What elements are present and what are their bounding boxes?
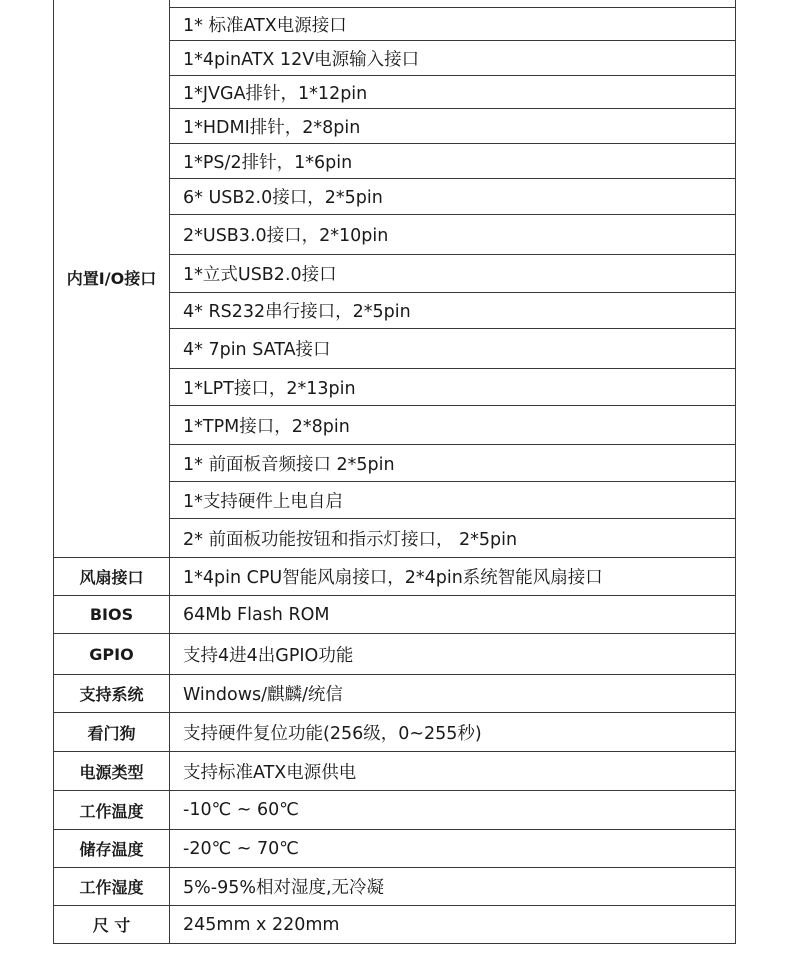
- row-label: 看门狗: [54, 713, 170, 752]
- row-label: BIOS: [54, 596, 170, 634]
- table-row: [54, 0, 736, 8]
- spec-table-body: [54, 0, 736, 944]
- row-value: -10℃ ~ 60℃: [170, 791, 736, 830]
- row-value: 245mm x 220mm: [170, 906, 736, 944]
- row-value: 1*支持硬件上电自启: [170, 482, 736, 519]
- row-value: Windows/麒麟/统信: [170, 675, 736, 713]
- row-value: 1* 标准ATX电源接口: [170, 8, 736, 41]
- row-value: 6* USB2.0接口，2*5pin: [170, 179, 736, 215]
- row-label: 工作温度: [54, 791, 170, 830]
- row-value: 5%-95%相对湿度,无冷凝: [170, 868, 736, 906]
- table-row: [54, 634, 736, 675]
- row-value: 支持标准ATX电源供电: [170, 752, 736, 791]
- row-value: 1*PS/2排针，1*6pin: [170, 144, 736, 179]
- row-value: 支持4进4出GPIO功能: [170, 634, 736, 675]
- row-value: 4* RS232串行接口，2*5pin: [170, 293, 736, 329]
- row-label: 电源类型: [54, 752, 170, 791]
- row-value: 1*HDMI排针，2*8pin: [170, 109, 736, 144]
- row-label: 尺 寸: [54, 906, 170, 944]
- table-row: [54, 906, 736, 944]
- row-value: 1* 前面板音频接口 2*5pin: [170, 445, 736, 482]
- row-value: 1*TPM接口，2*8pin: [170, 406, 736, 445]
- row-value: 1*JVGA排针，1*12pin: [170, 76, 736, 109]
- row-value: 1*4pinATX 12V电源输入接口: [170, 41, 736, 76]
- table-row: [54, 830, 736, 868]
- table-row: [54, 675, 736, 713]
- row-value: -20℃ ~ 70℃: [170, 830, 736, 868]
- table-row: [54, 791, 736, 830]
- row-value: 2*USB3.0接口，2*10pin: [170, 215, 736, 255]
- row-value: 1*4pin CPU智能风扇接口，2*4pin系统智能风扇接口: [170, 558, 736, 596]
- table-row: [54, 752, 736, 791]
- table-row: [54, 868, 736, 906]
- table-row: [54, 713, 736, 752]
- row-value: 4* 7pin SATA接口: [170, 329, 736, 369]
- row-value: 2* 前面板功能按钮和指示灯接口， 2*5pin: [170, 519, 736, 558]
- row-value: 1*LPT接口，2*13pin: [170, 369, 736, 406]
- row-value: [170, 0, 736, 8]
- table-row: [54, 558, 736, 596]
- row-value: 1*立式USB2.0接口: [170, 255, 736, 293]
- row-label: 风扇接口: [54, 558, 170, 596]
- row-label: 支持系统: [54, 675, 170, 713]
- row-label: 内置I/O接口: [54, 0, 170, 558]
- spec-table: [53, 0, 736, 944]
- row-value: 64Mb Flash ROM: [170, 596, 736, 634]
- table-row: [54, 596, 736, 634]
- row-value: 支持硬件复位功能(256级，0~255秒): [170, 713, 736, 752]
- row-label: 储存温度: [54, 830, 170, 868]
- row-label: 工作湿度: [54, 868, 170, 906]
- row-label: GPIO: [54, 634, 170, 675]
